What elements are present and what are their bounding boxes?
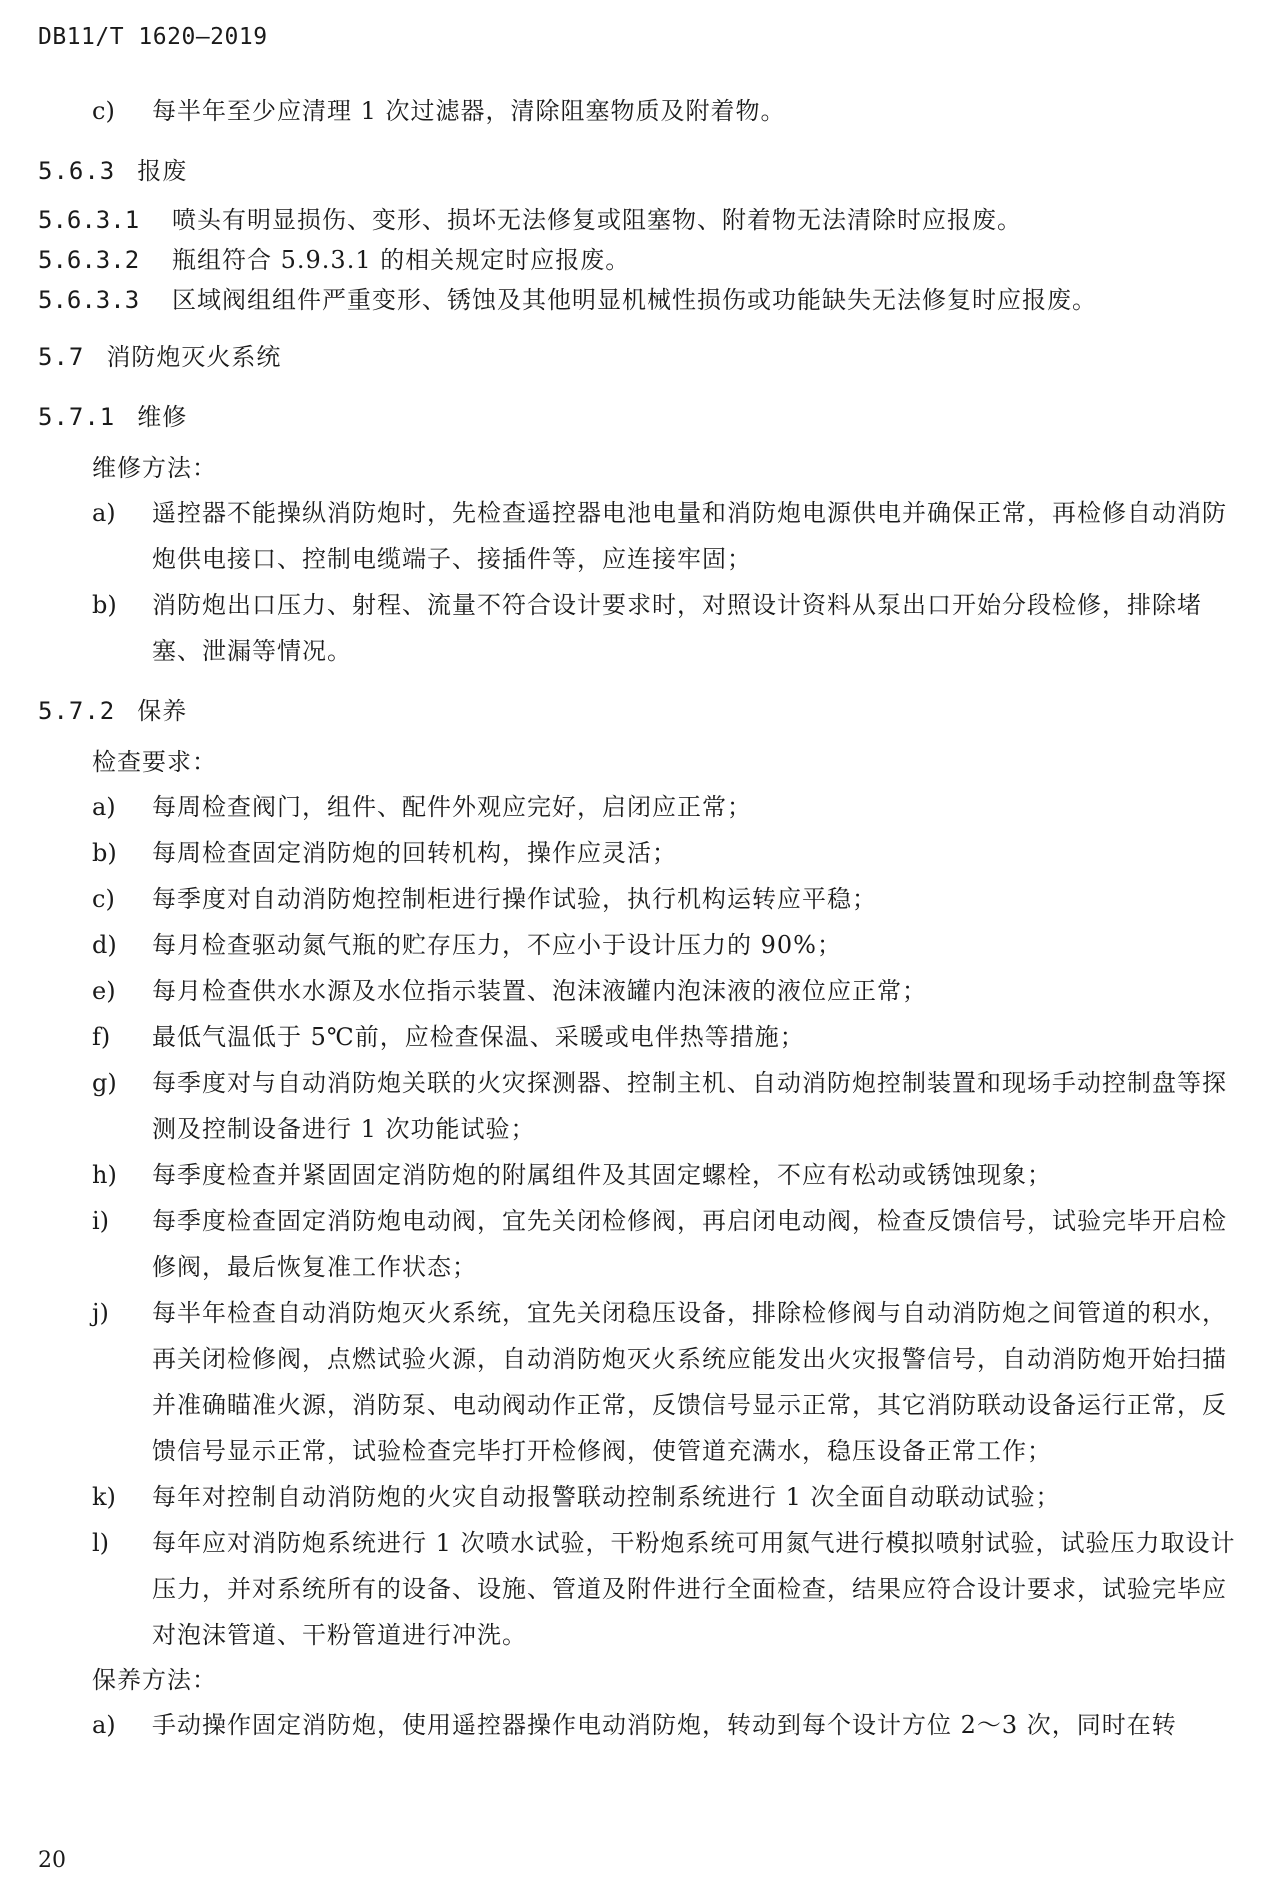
list-item (38, 1290, 1250, 1474)
list-item-mark: l) (92, 1529, 110, 1557)
list-item-mark: a) (92, 1711, 116, 1739)
list-item-text: 每周检查固定消防炮的回转机构，操作应灵活； (152, 839, 677, 867)
list-item-mark: b) (92, 591, 117, 619)
section-title: 消防炮灭火系统 (106, 343, 282, 371)
section-title: 维修 (137, 403, 188, 431)
list-item (38, 88, 1250, 134)
list-item-text: 最低气温低于 5℃前，应检查保温、采暖或电伴热等措施； (152, 1023, 805, 1051)
paragraph-intro: 维修方法： (92, 454, 217, 482)
list-item-mark: f) (92, 1023, 111, 1051)
section-number: 5.7.1 (38, 403, 116, 431)
section-heading-5-7-1 (38, 394, 1250, 440)
clause-number: 5.6.3.2 (38, 246, 140, 274)
section-title: 保养 (137, 697, 188, 725)
list-item-text: 每季度对自动消防炮控制柜进行操作试验，执行机构运转应平稳； (152, 885, 877, 913)
list-item (38, 830, 1250, 876)
paragraph-intro: 保养方法： (92, 1666, 217, 1694)
list-item (38, 1520, 1250, 1658)
list-item-mark: g) (92, 1069, 117, 1097)
list-item-mark: a) (92, 793, 116, 821)
list-item (38, 784, 1250, 830)
list-item-text: 每季度检查并紧固固定消防炮的附属组件及其固定螺栓，不应有松动或锈蚀现象； (152, 1161, 1052, 1189)
page-number: 20 (38, 1848, 66, 1873)
list-item (38, 490, 1250, 582)
section-title: 报废 (137, 157, 188, 185)
clause-text: 瓶组符合 5.9.3.1 的相关规定时应报废。 (172, 246, 631, 274)
list-item-mark: i) (92, 1207, 110, 1235)
clause-number: 5.6.3.1 (38, 206, 140, 234)
list-item-text: 消防炮出口压力、射程、流量不符合设计要求时，对照设计资料从泵出口开始分段检修，排除堵塞、泄漏等情况。 (152, 591, 1202, 665)
list-item-mark: h) (92, 1161, 117, 1189)
list-item (38, 876, 1250, 922)
list-item (38, 1474, 1250, 1520)
clause-text: 喷头有明显损伤、变形、损坏无法修复或阻塞物、附着物无法清除时应报废。 (172, 206, 1022, 234)
section-number: 5.6.3 (38, 157, 116, 185)
clause-5-6-3-2 (38, 240, 1250, 280)
section-heading-5-6-3 (38, 148, 1250, 194)
document-header-code: DB11/T 1620—2019 (38, 24, 268, 50)
list-item-text: 每月检查供水水源及水位指示装置、泡沫液罐内泡沫液的液位应正常； (152, 977, 927, 1005)
list-item-mark: k) (92, 1483, 116, 1511)
list-item-mark: j) (92, 1299, 109, 1327)
list-item-text: 每年应对消防炮系统进行 1 次喷水试验，干粉炮系统可用氮气进行模拟喷射试验，试验压力取设计压力，并对系统所有的设备、设施、管道及附件进行全面检查，结果应符合设计要求，试验完毕应对泡沫管道、干粉管道进行冲洗。 (152, 1529, 1236, 1649)
clause-5-6-3-1 (38, 200, 1250, 240)
list-item-text: 每月检查驱动氮气瓶的贮存压力，不应小于设计压力的 90%； (152, 931, 842, 959)
list-item-text: 每周检查阀门，组件、配件外观应完好，启闭应正常； (152, 793, 752, 821)
clause-5-6-3-3 (38, 280, 1250, 320)
list-item (38, 582, 1250, 674)
list-item-text: 每半年检查自动消防炮灭火系统，宜先关闭稳压设备，排除检修阀与自动消防炮之间管道的积水，再关闭检修阀，点燃试验火源，自动消防炮灭火系统应能发出火灾报警信号，自动消防炮开始扫描并准确瞄准火源，消防泵、电动阀动作正常，反馈信号显示正常，其它消防联动设备运行正常，反馈信号显示正常，试验检查完毕打开检修阀，使管道充满水，稳压设备正常工作； (152, 1299, 1227, 1465)
list-item (38, 1702, 1250, 1748)
clause-number: 5.6.3.3 (38, 286, 140, 314)
list-item (38, 968, 1250, 1014)
list-item-text: 每半年至少应清理 1 次过滤器，清除阻塞物质及附着物。 (152, 97, 786, 125)
list-item (38, 1014, 1250, 1060)
list-item (38, 1198, 1250, 1290)
section-number: 5.7 (38, 343, 85, 371)
section-heading-5-7 (38, 334, 1250, 380)
list-item-mark: d) (92, 931, 117, 959)
list-item-mark: a) (92, 499, 116, 527)
list-item (38, 922, 1250, 968)
list-item-mark: e) (92, 977, 116, 1005)
list-item-text: 每年对控制自动消防炮的火灾自动报警联动控制系统进行 1 次全面自动联动试验； (152, 1483, 1061, 1511)
paragraph-intro: 检查要求： (92, 748, 217, 776)
list-item (38, 1060, 1250, 1152)
list-item-text: 手动操作固定消防炮，使用遥控器操作电动消防炮，转动到每个设计方位 2～3 次，同时在转 (152, 1711, 1177, 1739)
section-number: 5.7.2 (38, 697, 116, 725)
list-item-text: 遥控器不能操纵消防炮时，先检查遥控器电池电量和消防炮电源供电并确保正常，再检修自动消防炮供电接口、控制电缆端子、接插件等，应连接牢固； (152, 499, 1227, 573)
section-heading-5-7-2 (38, 688, 1250, 734)
clause-text: 区域阀组组件严重变形、锈蚀及其他明显机械性损伤或功能缺失无法修复时应报废。 (172, 286, 1097, 314)
list-item-mark: b) (92, 839, 117, 867)
list-item-text: 每季度检查固定消防炮电动阀，宜先关闭检修阀，再启闭电动阀，检查反馈信号，试验完毕开启检修阀，最后恢复准工作状态； (152, 1207, 1227, 1281)
list-item-mark: c) (92, 97, 115, 125)
document-body (38, 88, 1250, 1748)
list-item-mark: c) (92, 885, 115, 913)
list-item-text: 每季度对与自动消防炮关联的火灾探测器、控制主机、自动消防炮控制装置和现场手动控制盘等探测及控制设备进行 1 次功能试验； (152, 1069, 1227, 1143)
list-item (38, 1152, 1250, 1198)
